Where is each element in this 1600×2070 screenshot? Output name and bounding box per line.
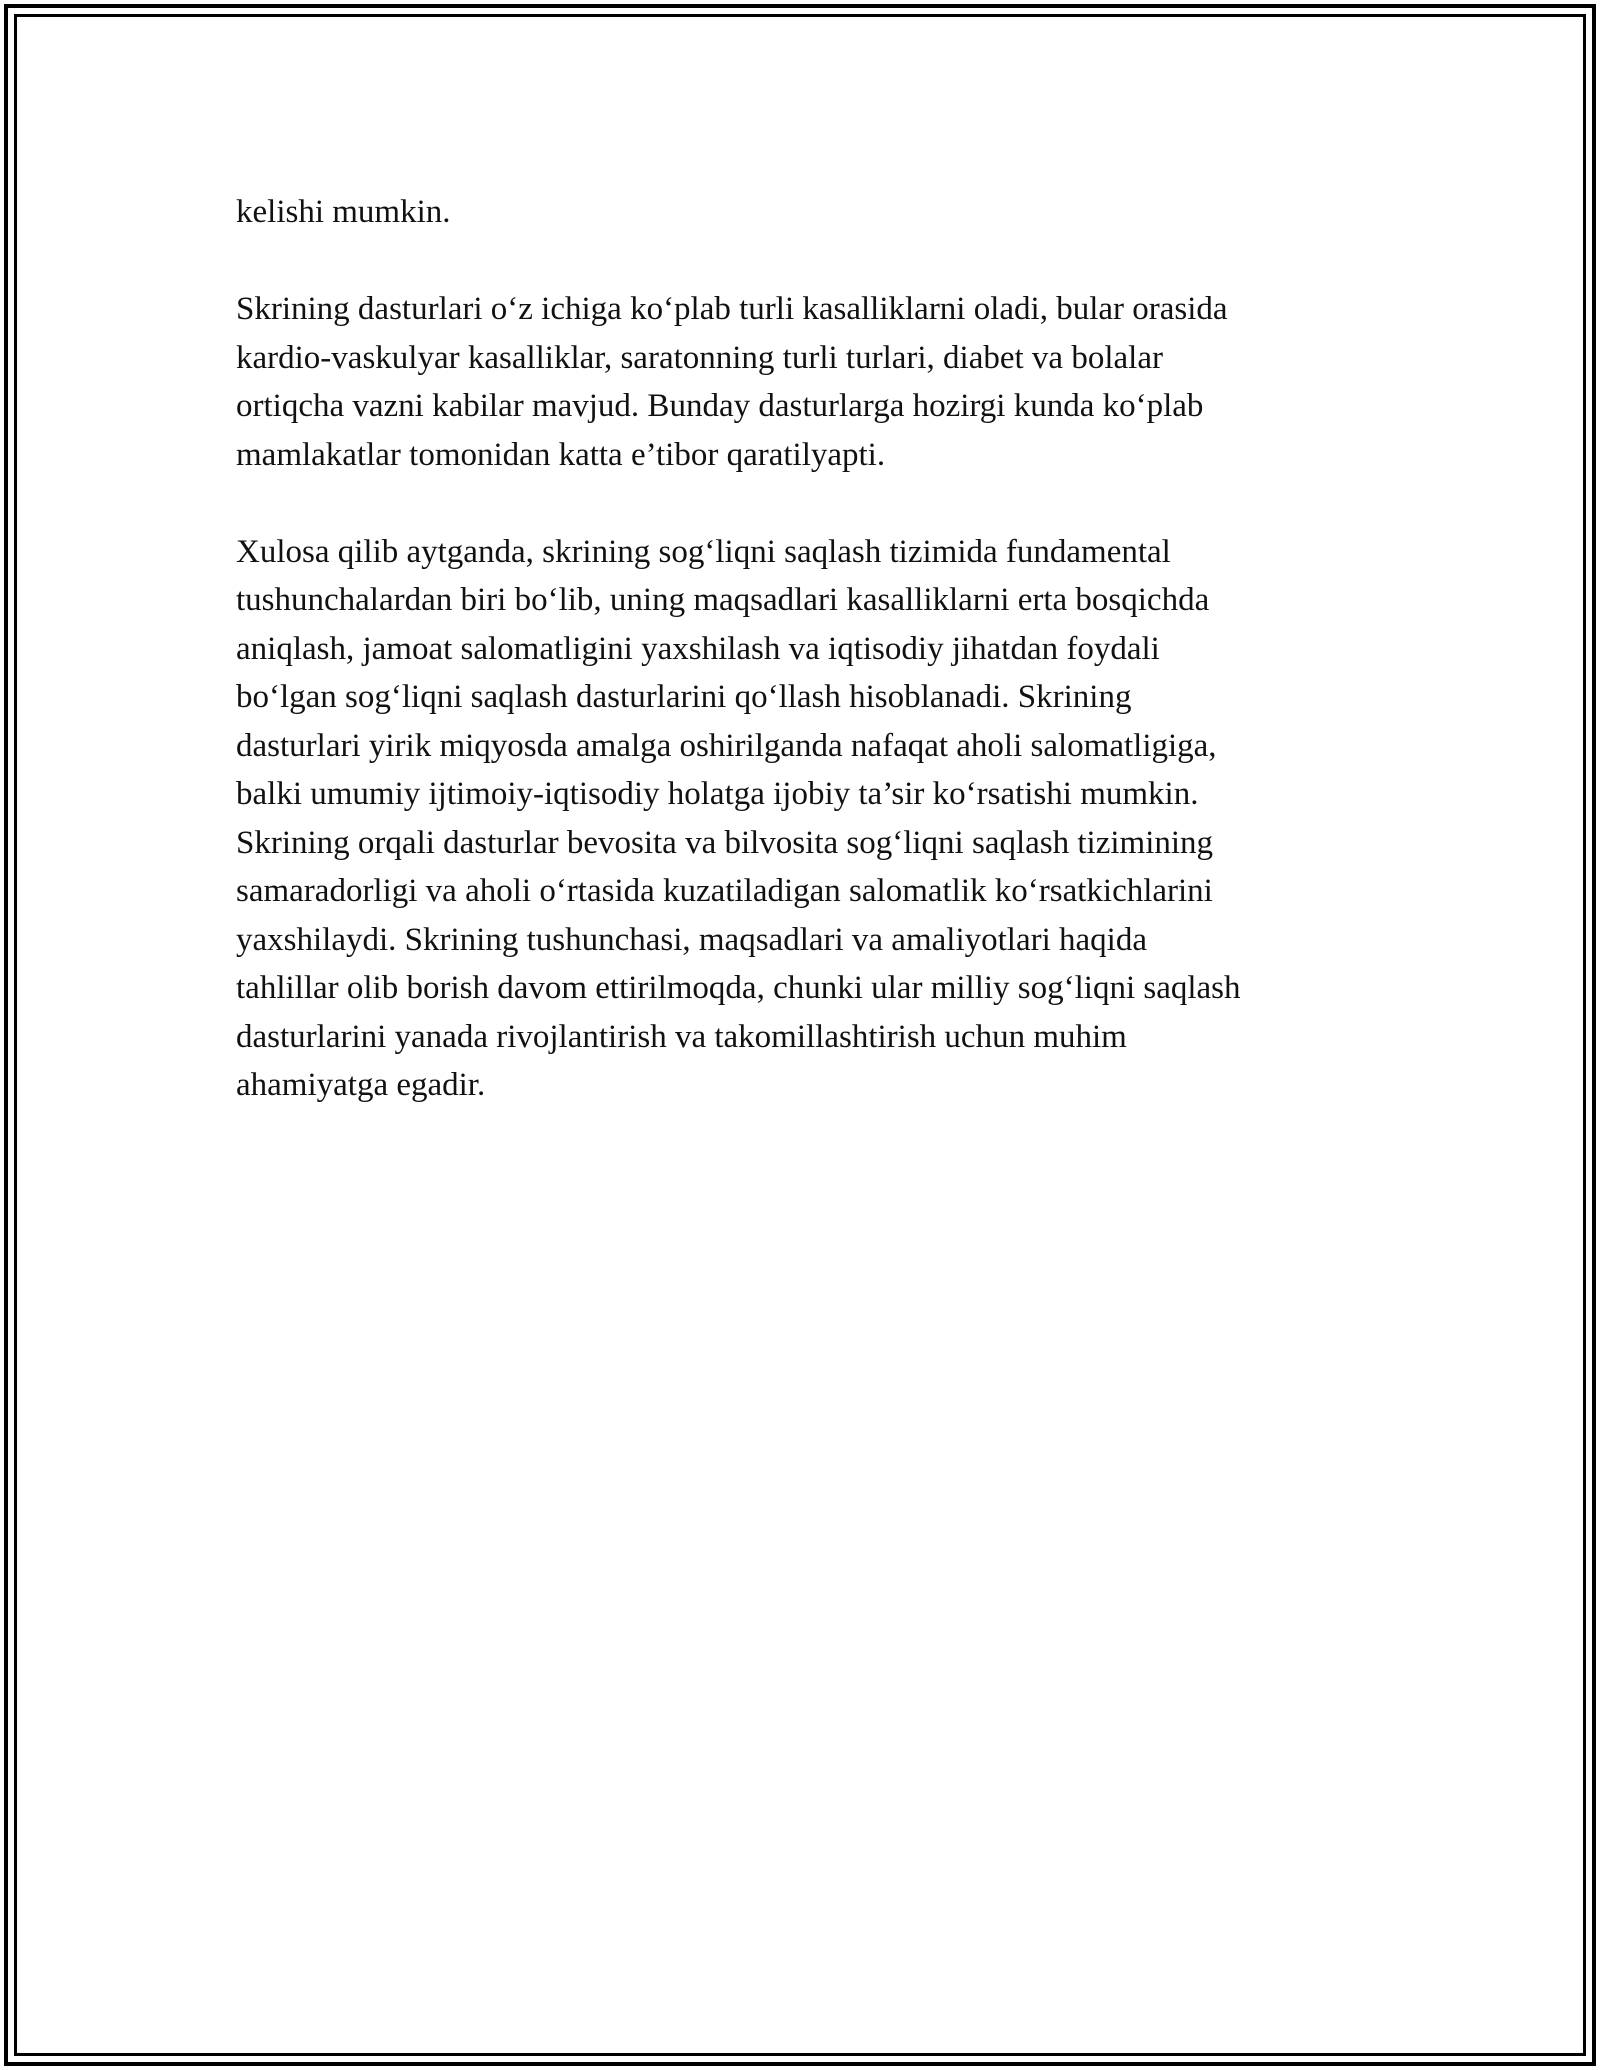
paragraph-screening-programs: Skrining dasturlari o‘z ichiga ko‘plab turli kasalliklarni oladi, bular orasida kardio-vaskulyar kasalliklar, saratonning turli turlari, diabet va bolalar ortiqcha vazni kabilar mavjud. Bunday dasturlarga hozirgi kunda ko‘plab mamlakatlar tomonidan katta e’tibor qaratilyapti. <box>236 291 1228 473</box>
paragraph-continuation: kelishi mumkin. <box>236 194 451 230</box>
paragraph-conclusion: Xulosa qilib aytganda, skrining sog‘liqni saqlash tizimida fundamental tushunchalardan biri bo‘lib, uning maqsadlari kasalliklarni erta bosqichda aniqlash, jamoat salomatligini yaxshilash va iqtisodiy jihatdan foydali bo‘lgan sog‘liqni saqlash dasturlarini qo‘llash hisoblanadi. Skrining dasturlari yirik miqyosda amalga oshirilganda nafaqat aholi salomatligiga, balki umumiy ijtimoiy-iqtisodiy holatga ijobiy ta’sir ko‘rsatishi mumkin. Skrining orqali dasturlar bevosita va bilvosita sog‘liqni saqlash tizimining samaradorligi va aholi o‘rtasida kuzatiladigan salomatlik ko‘rsatkichlarini yaxshilaydi. Skrining tushunchasi, maqsadlari va amaliyotlari haqida tahlillar olib borish davom ettirilmoqda, chunki ular milliy sog‘liqni saqlash dasturlarini yanada rivojlantirish va takomillashtirish uchun muhim ahamiyatga egadir. <box>236 533 1241 1103</box>
document-body <box>236 188 1366 1158</box>
